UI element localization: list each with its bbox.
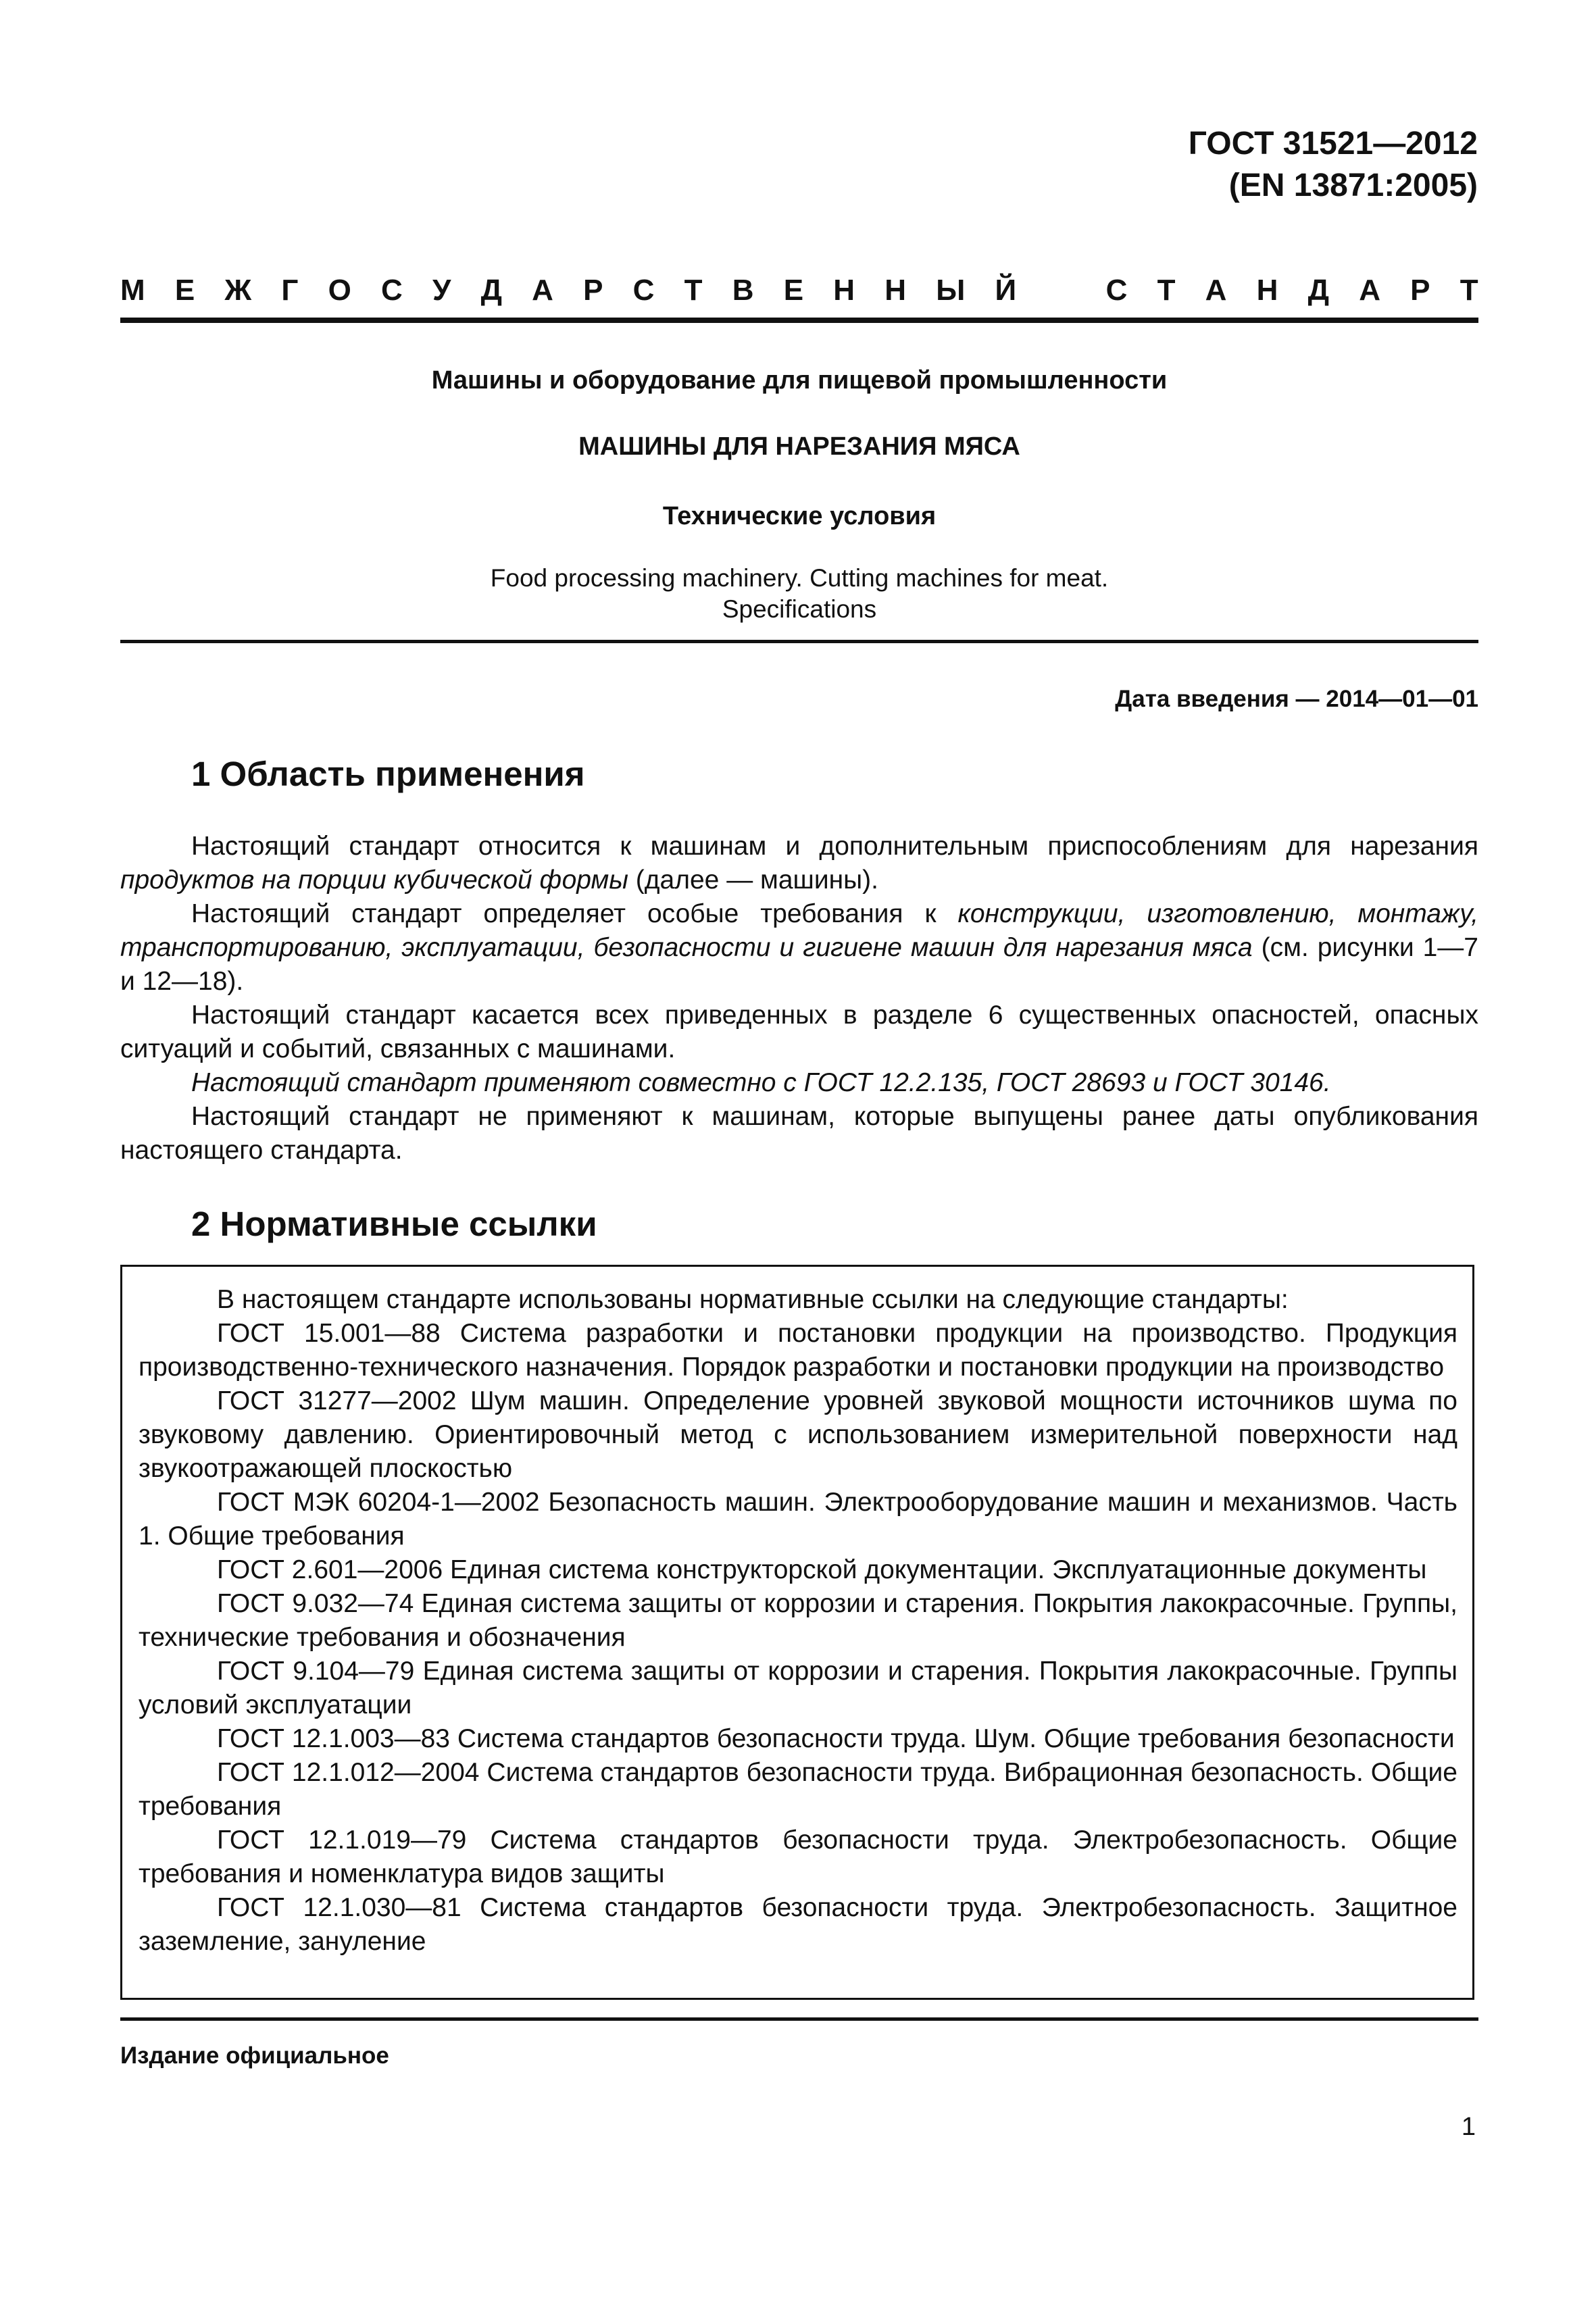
banner-letter: А bbox=[1205, 274, 1227, 307]
banner-letter: Н bbox=[1256, 274, 1278, 307]
standard-group-title: Машины и оборудование для пищевой промышленности bbox=[431, 366, 1168, 395]
banner-letter: Ы bbox=[936, 274, 966, 307]
banner-letter: Д bbox=[480, 274, 502, 307]
standard-code: ГОСТ 31521—2012 bbox=[1188, 126, 1478, 161]
reference-item: ГОСТ 15.001—88 Система разработки и постановки продукции на производство. Продукция производственно-технического назначения. Порядок разработки и постановки продукции на производство bbox=[139, 1319, 1457, 1382]
banner-letter: Н bbox=[884, 274, 907, 307]
scope-paragraph-1: Настоящий стандарт относится к машинам и дополнительным приспособлениям для нарезания продуктов на порции кубической формы (далее — машины). bbox=[120, 832, 1478, 895]
banner-letter: Й bbox=[995, 274, 1017, 307]
banner-letter: С bbox=[381, 274, 403, 307]
introduction-date: Дата введения — 2014—01—01 bbox=[1115, 686, 1478, 712]
banner-letter: Т bbox=[1460, 274, 1478, 307]
banner-divider bbox=[120, 318, 1478, 323]
banner-letter: С bbox=[632, 274, 655, 307]
section-2-title: 2 Нормативные ссылки bbox=[191, 1205, 597, 1243]
page-number: 1 bbox=[1461, 2113, 1476, 2141]
scope-paragraph-3: Настоящий стандарт касается всех приведенных в разделе 6 существенных опасностей, опасных ситуаций и событий, связанных с машинами. bbox=[120, 1001, 1478, 1063]
banner-word-gap bbox=[1046, 270, 1076, 311]
normative-references-box bbox=[120, 1265, 1474, 2000]
banner-letter: Т bbox=[1157, 274, 1176, 307]
scope-paragraph-2: Настоящий стандарт определяет особые требования к конструкции, изготовлению, монтажу, транспортированию, эксплуатации, безопасности и гигиене машин для нарезания мяса (см. рисунки 1—7 и 12—18). bbox=[120, 899, 1478, 996]
banner-letter: Т bbox=[684, 274, 703, 307]
banner-letter: А bbox=[1359, 274, 1380, 307]
scope-paragraph-5: Настоящий стандарт не применяют к машинам, которые выпущены ранее даты опубликования настоящего стандарта. bbox=[120, 1102, 1478, 1165]
standard-name: МАШИНЫ ДЛЯ НАРЕЗАНИЯ МЯСА bbox=[578, 432, 1020, 461]
reference-item: ГОСТ МЭК 60204-1—2002 Безопасность машин. Электрооборудование машин и механизмов. Часть 1. Общие требования bbox=[139, 1488, 1457, 1551]
english-title-line-2: Specifications bbox=[722, 595, 877, 623]
banner-letter: Ж bbox=[224, 274, 252, 307]
reference-item: В настоящем стандарте использованы нормативные ссылки на следующие стандарты: bbox=[217, 1285, 1289, 1314]
reference-item: ГОСТ 12.1.012—2004 Система стандартов безопасности труда. Вибрационная безопасность. Общие требования bbox=[139, 1758, 1457, 1821]
banner-letter: Н bbox=[833, 274, 855, 307]
reference-item: ГОСТ 9.104—79 Единая система защиты от коррозии и старения. Покрытия лакокрасочные. Группы условий эксплуатации bbox=[139, 1657, 1457, 1719]
standard-code-block bbox=[1189, 123, 1478, 207]
banner-letter: С bbox=[1105, 274, 1128, 307]
banner-letter: В bbox=[732, 274, 754, 307]
banner-letter: М bbox=[120, 274, 145, 307]
english-title-line-1: Food processing machinery. Cutting machines for meat. bbox=[490, 564, 1109, 592]
standard-subtitle: Технические условия bbox=[662, 502, 937, 530]
standard-en-code: (EN 13871:2005) bbox=[1228, 168, 1478, 203]
footer-divider bbox=[120, 2017, 1478, 2021]
reference-item: ГОСТ 12.1.003—83 Система стандартов безопасности труда. Шум. Общие требования безопасности bbox=[217, 1724, 1455, 1753]
title-divider bbox=[120, 640, 1478, 643]
banner-letter: Е bbox=[783, 274, 804, 307]
reference-item: ГОСТ 31277—2002 Шум машин. Определение уровней звуковой мощности источников шума по звуковому давлению. Ориентировочный метод с использованием измерительной поверхности над звукоотражающей плоскостью bbox=[139, 1386, 1457, 1483]
banner-letter: Д bbox=[1307, 274, 1329, 307]
banner-letter: У bbox=[432, 274, 451, 307]
banner-letter: Р bbox=[583, 274, 603, 307]
reference-item: ГОСТ 9.032—74 Единая система защиты от коррозии и старения. Покрытия лакокрасочные. Группы, технические требования и обозначения bbox=[139, 1589, 1457, 1652]
section-1-body bbox=[120, 830, 1478, 1167]
banner-letter: Р bbox=[1410, 274, 1430, 307]
banner-letter: Г bbox=[281, 274, 299, 307]
banner-letter: Е bbox=[174, 274, 195, 307]
interstate-standard-banner bbox=[120, 270, 1478, 311]
official-edition-label: Издание официальное bbox=[120, 2042, 389, 2069]
banner-letter: О bbox=[328, 274, 351, 307]
reference-item: ГОСТ 12.1.030—81 Система стандартов безопасности труда. Электробезопасность. Защитное заземление, зануление bbox=[139, 1893, 1457, 1956]
section-1-title: 1 Область применения bbox=[191, 755, 585, 793]
reference-item: ГОСТ 12.1.019—79 Система стандартов безопасности труда. Электробезопасность. Общие требования и номенклатура видов защиты bbox=[139, 1826, 1457, 1888]
banner-letter: А bbox=[532, 274, 553, 307]
scope-paragraph-4: Настоящий стандарт применяют совместно с ГОСТ 12.2.135, ГОСТ 28693 и ГОСТ 30146. bbox=[191, 1068, 1331, 1097]
reference-item: ГОСТ 2.601—2006 Единая система конструкторской документации. Эксплуатационные документы bbox=[217, 1555, 1427, 1584]
